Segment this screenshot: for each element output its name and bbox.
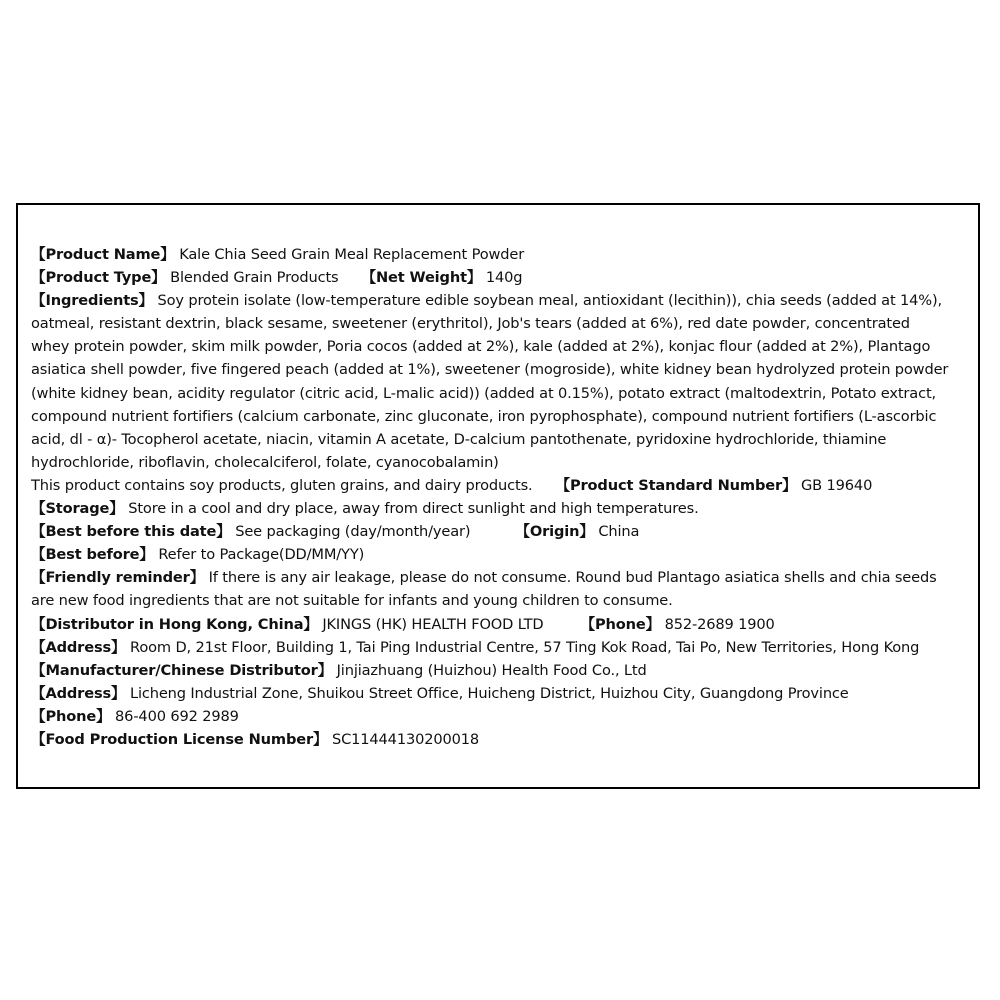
cn-address-row bbox=[31, 682, 971, 705]
license-value: SC11444130200018 bbox=[331, 730, 480, 748]
friendly-reminder-row bbox=[31, 566, 971, 589]
manufacturer-row bbox=[31, 659, 971, 682]
cn-address-value: Licheng Industrial Zone, Shuikou Street Office, Huicheng District, Huizhou City, Guangdong Province bbox=[130, 684, 849, 702]
storage-row bbox=[31, 497, 971, 520]
ingredients-key: 【Ingredients】 bbox=[31, 292, 153, 310]
ingredients-line-7: acid, dl - α)- Tocopherol acetate, niacin, vitamin A acetate, D-calcium pantothenate, pyridoxine hydrochloride, thiamine bbox=[31, 430, 887, 448]
hk-phone-key: 【Phone】 bbox=[580, 615, 661, 633]
manufacturer-key: 【Manufacturer/Chinese Distributor】 bbox=[31, 661, 333, 679]
friendly-reminder-key: 【Friendly reminder】 bbox=[31, 569, 205, 587]
net-weight-key: 【Net Weight】 bbox=[361, 269, 482, 287]
best-before-date-value: See packaging (day/month/year) bbox=[235, 523, 471, 541]
product-type-row bbox=[31, 266, 971, 289]
cn-phone-key: 【Phone】 bbox=[31, 707, 111, 725]
cn-address-key: 【Address】 bbox=[31, 684, 126, 702]
ingredients-line-6: compound nutrient fortifiers (calcium carbonate, zinc gluconate, iron pyrophosphate), compound nutrient fortifiers (L-ascorbic bbox=[31, 407, 937, 425]
allergen-note: This product contains soy products, gluten grains, and dairy products. bbox=[31, 476, 533, 494]
product-standard-value: GB 19640 bbox=[801, 476, 873, 494]
allergen-standard-row bbox=[31, 474, 971, 497]
cn-phone-row bbox=[31, 705, 971, 728]
license-row bbox=[31, 728, 971, 751]
best-before-row bbox=[31, 543, 971, 566]
license-key: 【Food Production License Number】 bbox=[31, 730, 328, 748]
storage-value: Store in a cool and dry place, away from direct sunlight and high temperatures. bbox=[128, 500, 699, 518]
storage-key: 【Storage】 bbox=[31, 500, 124, 518]
net-weight-value: 140g bbox=[485, 269, 523, 287]
product-type-value: Blended Grain Products bbox=[170, 269, 339, 287]
ingredients-line-3: whey protein powder, skim milk powder, Poria cocos (added at 2%), kale (added at 2%), konjac flour (added at 2%), Plantago bbox=[31, 338, 931, 356]
origin-value: China bbox=[598, 523, 640, 541]
best-before-date-key: 【Best before this date】 bbox=[31, 523, 231, 541]
ingredients-line-5: (white kidney bean, acidity regulator (citric acid, L-malic acid)) (added at 0.15%), potato extract (maltodextrin, Potato extract, bbox=[31, 384, 937, 402]
hk-distributor-value: JKINGS (HK) HEALTH FOOD LTD bbox=[322, 615, 544, 633]
manufacturer-value: Jinjiazhuang (Huizhou) Health Food Co., Ltd bbox=[336, 661, 647, 679]
best-before-date-row bbox=[31, 520, 971, 543]
hk-address-key: 【Address】 bbox=[31, 638, 126, 656]
ingredients-line-1: Soy protein isolate (low-temperature edible soybean meal, antioxidant (lecithin)), chia seeds (added at 14%), bbox=[157, 292, 943, 310]
ingredients-row bbox=[31, 289, 971, 312]
label-content bbox=[31, 243, 971, 751]
best-before-value: Refer to Package(DD/MM/YY) bbox=[158, 546, 365, 564]
product-name-value: Kale Chia Seed Grain Meal Replacement Powder bbox=[179, 246, 525, 263]
ingredients-line-4: asiatica shell powder, five fingered peach (added at 1%), sweetener (mogroside), white kidney bean hydrolyzed protein powder bbox=[31, 361, 949, 379]
friendly-reminder-line-2: are new food ingredients that are not suitable for infants and young children to consume. bbox=[31, 592, 673, 610]
origin-key: 【Origin】 bbox=[515, 523, 594, 541]
cn-phone-value: 86-400 692 2989 bbox=[115, 707, 239, 725]
hk-address-row bbox=[31, 636, 971, 659]
friendly-reminder-line-1: If there is any air leakage, please do not consume. Round bud Plantago asiatica shells and chia seeds bbox=[208, 569, 937, 587]
product-label-box bbox=[16, 203, 980, 789]
hk-distributor-key: 【Distributor in Hong Kong, China】 bbox=[31, 615, 318, 633]
product-type-key: 【Product Type】 bbox=[31, 269, 166, 287]
product-name-key: 【Product Name】 bbox=[31, 246, 175, 263]
ingredients-line-2: oatmeal, resistant dextrin, black sesame, sweetener (erythritol), Job's tears (added at 6%), red date powder, concentrated bbox=[31, 315, 910, 333]
hk-distributor-row bbox=[31, 613, 971, 636]
hk-address-value: Room D, 21st Floor, Building 1, Tai Ping Industrial Centre, 57 Ting Kok Road, Tai Po, New Territories, Hong Kong bbox=[130, 638, 920, 656]
hk-phone-value: 852-2689 1900 bbox=[664, 615, 775, 633]
product-name-row bbox=[31, 243, 971, 266]
product-standard-key: 【Product Standard Number】 bbox=[555, 476, 797, 494]
ingredients-line-8: hydrochloride, riboflavin, cholecalciferol, folate, cyanocobalamin) bbox=[31, 453, 499, 471]
best-before-key: 【Best before】 bbox=[31, 546, 154, 564]
